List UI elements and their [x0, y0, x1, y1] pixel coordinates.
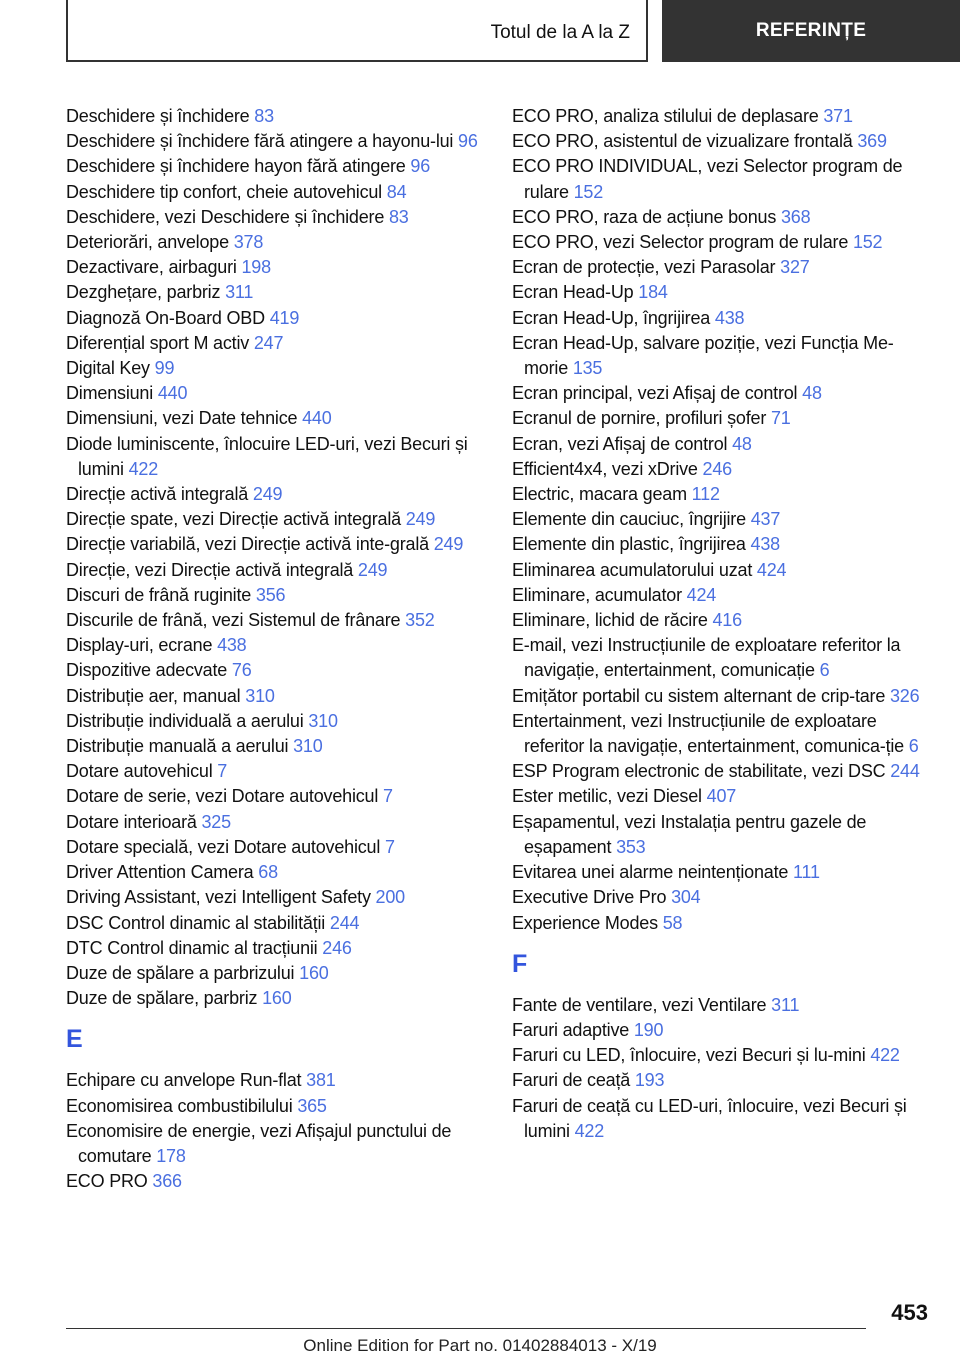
index-entry [512, 507, 932, 532]
index-entry-page-link[interactable]: 7 [382, 786, 393, 807]
index-entry-page-link[interactable]: 178 [156, 1145, 186, 1166]
letter-heading-e: E [66, 1025, 83, 1054]
index-entry-page-link[interactable]: 311 [225, 282, 254, 303]
index-entry [66, 1169, 486, 1194]
index-entry-text: ECO PRO INDIVIDUAL, vezi Selector program de rulare [512, 156, 903, 202]
index-entry [66, 356, 486, 381]
index-entry-text: Ecranul de pornire, profiluri șofer [512, 408, 771, 429]
index-entry-page-link[interactable]: 440 [157, 383, 188, 404]
index-entry-text: Direcție activă integrală [66, 484, 253, 505]
index-entry [66, 129, 486, 154]
index-entry-text: Eșapamentul, vezi Instalația pentru gazele de eșapament [512, 811, 867, 857]
index-entry-page-link[interactable]: 6 [819, 660, 830, 681]
index-entry [512, 1068, 932, 1093]
index-entry-text: Diagnoză On-Board OBD [66, 307, 270, 328]
index-entry-page-link[interactable]: 424 [756, 559, 787, 580]
index-entry-text: Elemente din plastic, îngrijirea [512, 534, 751, 555]
index-entry-text: Driver Attention Camera [66, 862, 259, 883]
index-entry-page-link[interactable]: 371 [823, 106, 853, 126]
index-entry-page-link[interactable]: 244 [890, 761, 920, 782]
letter-heading-f: F [512, 949, 528, 978]
index-entry [512, 885, 932, 910]
index-entry [66, 583, 486, 608]
index-entry-page-link[interactable]: 365 [297, 1095, 327, 1116]
index-entry [512, 205, 932, 230]
index-entry [512, 457, 932, 482]
index-entry-text: Ecran de protecție, vezi Parasolar [512, 257, 781, 278]
index-entry [66, 986, 486, 1011]
index-entry-page-link[interactable]: 6 [908, 736, 919, 757]
footer-divider [66, 1328, 866, 1329]
index-entry-text: Distribuție individuală a aerului [66, 710, 309, 731]
index-entry-page-link[interactable]: 112 [691, 484, 720, 505]
index-entry-page-link[interactable]: 198 [241, 257, 271, 278]
index-entry [512, 381, 932, 406]
index-entry-text: Discurile de frână, vezi Sistemul de frânare [66, 610, 406, 631]
index-entry-page-link[interactable]: 438 [714, 307, 745, 328]
index-entry-text: Ecran Head-Up, salvare poziție, vezi Funcția Me‐morie [512, 332, 894, 379]
index-entry [66, 885, 486, 910]
index-entry-page-link[interactable]: 407 [706, 786, 737, 807]
index-entry-text: Faruri de ceață [512, 1070, 635, 1091]
index-entry-page-link[interactable]: 83 [388, 206, 409, 227]
index-entry-text: ECO PRO, vezi Selector program de rulare [512, 232, 853, 253]
index-entry [66, 507, 486, 532]
index-entry [512, 331, 932, 381]
index-entry-page-link[interactable]: 249 [252, 484, 283, 505]
index-entry-text: Evitarea unei alarme neintenționate [512, 862, 793, 883]
index-entry-page-link[interactable]: 96 [410, 156, 431, 177]
index-entry-text: Deteriorări, anvelope [66, 232, 234, 253]
index-entry-page-link[interactable]: 99 [154, 358, 175, 379]
index-entry [512, 306, 932, 331]
index-entry [66, 658, 486, 683]
index-entry-text: DTC Control dinamic al tracțiunii [66, 937, 323, 958]
index-entry-text: Dimensiuni, vezi Date tehnice [66, 408, 303, 429]
index-entry-text: Digital Key [66, 358, 155, 379]
index-entry [512, 759, 932, 784]
index-entry-page-link[interactable]: 7 [384, 836, 395, 857]
index-entry-text: Diferențial sport M activ [66, 332, 254, 353]
index-entry [512, 810, 932, 860]
index-entry-text: Deschidere tip confort, cheie autovehicul [66, 181, 387, 202]
index-entry-text: Ecran Head-Up, îngrijirea [512, 307, 715, 328]
index-entry-text: Entertainment, vezi Instrucțiunile de exploatare referitor la navigație, entertainment, comunica‐ție [512, 710, 909, 757]
index-entry-text: Electric, macara geam [512, 484, 692, 505]
index-entry-text: Economisirea combustibilului [66, 1095, 298, 1116]
index-entry [66, 1094, 486, 1119]
index-entry-text: Dimensiuni [66, 383, 158, 404]
index-entry-page-link[interactable]: 249 [357, 559, 388, 580]
index-entry-page-link[interactable]: 190 [633, 1019, 664, 1040]
index-entry-page-link[interactable]: 84 [386, 181, 407, 202]
header-section-title: Totul de la A la Z [490, 22, 630, 43]
index-entry-text: Deschidere și închidere fără atingere a hayonu‐lui [66, 131, 459, 152]
index-entry [512, 1043, 932, 1068]
index-entry [66, 1119, 486, 1169]
index-entry-page-link[interactable]: 356 [255, 584, 286, 605]
index-entry [512, 406, 932, 431]
index-entry [66, 381, 486, 406]
index-entry-page-link[interactable]: 438 [217, 635, 247, 656]
index-entry-text: Efficient4x4, vezi xDrive [512, 458, 703, 479]
index-entry [512, 154, 932, 204]
index-column-right [512, 104, 932, 1144]
index-entry [66, 532, 486, 557]
index-entry-page-link[interactable]: 193 [634, 1070, 665, 1091]
e-entries-list [66, 1068, 486, 1194]
index-entry [512, 784, 932, 809]
index-entry-text: Duze de spălare, parbriz [66, 988, 263, 1009]
index-entry [66, 784, 486, 809]
index-entry-page-link[interactable]: 310 [245, 685, 275, 706]
header-chapter-title [662, 0, 960, 62]
index-entry-page-link[interactable]: 246 [702, 458, 732, 479]
index-entry-page-link[interactable]: 326 [889, 685, 920, 706]
index-entry-page-link[interactable]: 416 [712, 610, 742, 631]
index-entry [512, 1094, 932, 1144]
index-entry-text: Elemente din cauciuc, îngrijire [512, 509, 751, 530]
f-entries-list [512, 993, 932, 1144]
index-entry [512, 684, 932, 709]
index-entry-text: Direcție variabilă, vezi Direcție activă inte‐grală [66, 534, 434, 555]
index-entry [66, 331, 486, 356]
index-entry [66, 709, 486, 734]
index-entry-text: Driving Assistant, vezi Intelligent Safety [66, 887, 376, 908]
index-entry-text: Display-uri, ecrane [66, 635, 218, 656]
index-column-left [66, 104, 486, 1194]
index-entry [66, 180, 486, 205]
index-entry [66, 230, 486, 255]
index-entry [66, 759, 486, 784]
index-entry-text: Direcție spate, vezi Direcție activă integrală [66, 509, 406, 530]
index-entry [66, 255, 486, 280]
index-entry-page-link[interactable]: 378 [233, 232, 264, 253]
index-entry-text: Eliminarea acumulatorului uzat [512, 559, 757, 580]
index-entry-page-link[interactable]: 160 [299, 962, 329, 983]
index-entry [66, 482, 486, 507]
index-entry [66, 860, 486, 885]
index-entry-page-link[interactable]: 96 [458, 131, 478, 152]
index-entry [512, 608, 932, 633]
index-entry-text: ECO PRO, asistentul de vizualizare frontală [512, 131, 858, 152]
index-entry-page-link[interactable]: 325 [201, 811, 231, 832]
index-entry-page-link[interactable]: 48 [802, 383, 822, 404]
index-entry-page-link[interactable]: 310 [293, 736, 323, 757]
index-entry-text: Dotare autovehicul [66, 761, 218, 782]
index-entry-text: Faruri adaptive [512, 1019, 634, 1040]
index-entry-page-link[interactable]: 419 [269, 307, 300, 328]
index-entry [66, 205, 486, 230]
index-entry-page-link[interactable]: 7 [217, 761, 228, 782]
index-entry-page-link[interactable]: 369 [857, 131, 887, 152]
index-entry-page-link[interactable]: 310 [308, 710, 338, 731]
index-entry [66, 280, 486, 305]
index-entry-page-link[interactable]: 48 [732, 433, 752, 454]
index-entry [512, 583, 932, 608]
index-entry-text: Experience Modes [512, 912, 663, 933]
index-entry-page-link[interactable]: 440 [302, 408, 332, 429]
index-entry-text: Echipare cu anvelope Run-flat [66, 1070, 307, 1091]
index-entry [66, 911, 486, 936]
page-number: 453 [891, 1300, 928, 1325]
index-entry-text: Dotare interioară [66, 811, 202, 832]
right-entries-list [512, 104, 932, 936]
index-entry-text: Ecran principal, vezi Afișaj de control [512, 383, 803, 404]
index-entry-page-link[interactable]: 58 [662, 912, 683, 933]
index-entry-page-link[interactable]: 246 [322, 937, 352, 958]
index-entry-text: Dotare specială, vezi Dotare autovehicul [66, 836, 385, 857]
index-entry-page-link[interactable]: 111 [793, 862, 820, 883]
index-entry-text: Executive Drive Pro [512, 887, 672, 908]
index-entry-text: Ecran, vezi Afișaj de control [512, 433, 733, 454]
index-entry-page-link[interactable]: 249 [433, 534, 464, 555]
index-entry [512, 558, 932, 583]
index-entry-text: Dispozitive adecvate [66, 660, 232, 681]
index-entry-page-link[interactable]: 311 [771, 994, 800, 1015]
index-entry-text: Dezghețare, parbriz [66, 282, 226, 303]
index-entry [512, 230, 932, 255]
footer-edition: Online Edition for Part no. 01402884013 - X/19 [303, 1336, 657, 1355]
index-entry-page-link[interactable]: 247 [253, 332, 284, 353]
index-entry-text: Distribuție aer, manual [66, 685, 246, 706]
header-chapter-label: REFERINȚE [755, 20, 867, 41]
index-entry [66, 306, 486, 331]
index-entry [66, 810, 486, 835]
index-entry [512, 432, 932, 457]
index-entry [66, 608, 486, 633]
index-entry-text: Discuri de frână ruginite [66, 584, 256, 605]
index-entry [66, 104, 486, 129]
index-entry-page-link[interactable]: 353 [616, 836, 646, 857]
index-entry-text: Emițător portabil cu sistem alternant de crip‐tare [512, 685, 890, 706]
index-entry [512, 993, 932, 1018]
index-entry-page-link[interactable]: 438 [750, 534, 780, 555]
index-entry-text: Eliminare, lichid de răcire [512, 610, 713, 631]
index-entry [512, 104, 932, 129]
index-entry-page-link[interactable]: 352 [405, 610, 435, 631]
index-entry [66, 154, 486, 179]
index-entry-text: DSC Control dinamic al stabilității [66, 912, 330, 933]
index-entry [512, 532, 932, 557]
index-entry-page-link[interactable]: 244 [329, 912, 360, 933]
index-entry-page-link[interactable]: 135 [572, 358, 603, 379]
index-entry-text: ECO PRO, analiza stilului de deplasare [512, 106, 824, 126]
index-entry-page-link[interactable]: 76 [231, 660, 252, 681]
index-entry-text: Faruri de ceață cu LED-uri, înlocuire, vezi Becuri și lumini [512, 1095, 907, 1141]
index-entry-text: Ecran Head-Up [512, 282, 639, 303]
index-entry-text: Deschidere, vezi Deschidere și închidere [66, 206, 389, 227]
index-entry [66, 558, 486, 583]
index-entry-page-link[interactable]: 71 [770, 408, 791, 429]
index-entry-text: ECO PRO [66, 1171, 153, 1192]
index-entry-page-link[interactable]: 152 [852, 232, 883, 253]
index-entry-text: Duze de spălare a parbrizului [66, 962, 300, 983]
index-entry [512, 1018, 932, 1043]
index-entry [512, 709, 932, 759]
index-entry-page-link[interactable]: 381 [306, 1070, 336, 1091]
index-entry [512, 633, 932, 683]
index-entry-text: ECO PRO, raza de acțiune bonus [512, 206, 781, 227]
index-entry-text: ESP Program electronic de stabilitate, vezi DSC [512, 761, 891, 782]
index-entry-page-link[interactable]: 422 [574, 1120, 605, 1141]
index-entry [512, 255, 932, 280]
index-entry-text: Eliminare, acumulator [512, 584, 687, 605]
index-entry-page-link[interactable]: 200 [375, 887, 405, 908]
index-entry-page-link[interactable]: 437 [750, 509, 781, 530]
index-entry-page-link[interactable]: 366 [152, 1171, 182, 1192]
index-entry-page-link[interactable]: 83 [254, 106, 274, 126]
index-entry [66, 432, 486, 482]
index-entry [66, 961, 486, 986]
index-entry [512, 860, 932, 885]
index-entry-page-link[interactable]: 368 [780, 206, 811, 227]
index-entry-page-link[interactable]: 327 [780, 257, 810, 278]
index-entry-text: Direcție, vezi Direcție activă integrală [66, 559, 358, 580]
index-entry-text: Deschidere și închidere [66, 106, 255, 126]
index-entry [66, 406, 486, 431]
index-entry [512, 911, 932, 936]
index-entry-text: Economisire de energie, vezi Afișajul punctului de comutare [66, 1120, 452, 1166]
index-entry-page-link[interactable]: 424 [686, 584, 717, 605]
index-entry [66, 936, 486, 961]
index-entry-text: Dotare de serie, vezi Dotare autovehicul [66, 786, 383, 807]
index-entry-text: Deschidere și închidere hayon fără atingere [66, 156, 411, 177]
index-entry [512, 129, 932, 154]
index-entry [512, 482, 932, 507]
index-entry-text: E-mail, vezi Instrucțiunile de exploatare referitor la navigație, entertainment, comunicație [512, 635, 901, 681]
index-entry-text: Ester metilic, vezi Diesel [512, 786, 707, 807]
index-entry [66, 1068, 486, 1093]
index-entry-text: Diode luminiscente, înlocuire LED-uri, vezi Becuri și lumini [66, 433, 468, 479]
index-entry-text: Fante de ventilare, vezi Ventilare [512, 994, 772, 1015]
index-entry-page-link[interactable]: 422 [128, 458, 159, 479]
index-entry [66, 633, 486, 658]
index-entry-page-link[interactable]: 304 [671, 887, 701, 908]
index-entry-page-link[interactable]: 422 [870, 1045, 900, 1066]
index-entry-page-link[interactable]: 68 [258, 862, 278, 883]
index-entry-page-link[interactable]: 160 [262, 988, 292, 1009]
index-entry [66, 835, 486, 860]
index-entry [66, 734, 486, 759]
index-entry [512, 280, 932, 305]
index-entry-text: Faruri cu LED, înlocuire, vezi Becuri și lu‐mini [512, 1045, 871, 1066]
index-entry-page-link[interactable]: 184 [638, 282, 668, 303]
index-entry [66, 684, 486, 709]
index-entry-page-link[interactable]: 249 [405, 509, 436, 530]
index-entry-text: Distribuție manuală a aerului [66, 736, 294, 757]
left-entries-list [66, 104, 486, 1011]
index-entry-text: Dezactivare, airbaguri [66, 257, 242, 278]
index-entry-page-link[interactable]: 152 [573, 181, 604, 202]
